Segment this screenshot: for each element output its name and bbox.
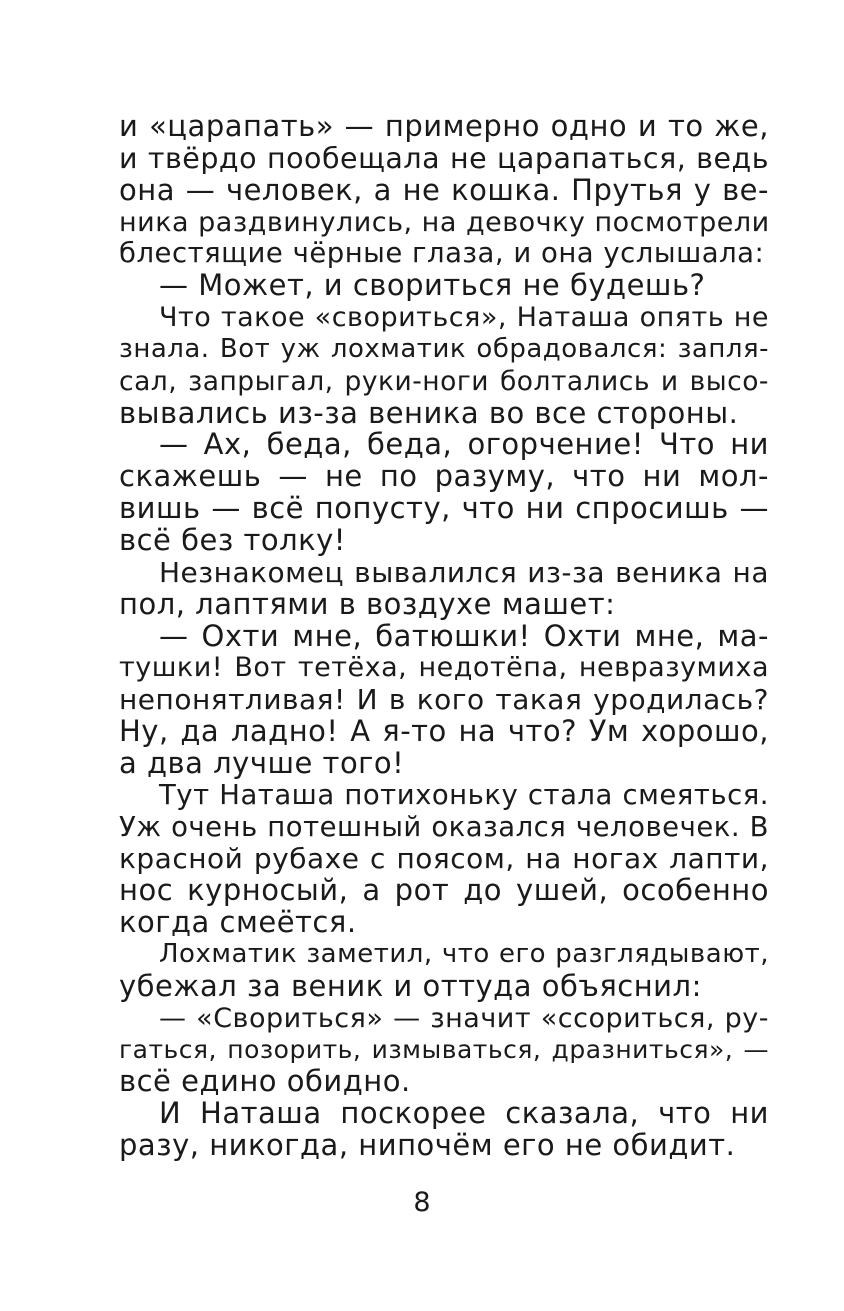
text-line: убежал за веник и оттуда объяснил: bbox=[119, 968, 702, 1003]
text-line: гаться, позорить, измываться, дразниться», — bbox=[119, 1035, 769, 1065]
body-text bbox=[119, 111, 769, 1162]
text-line: Что такое «свориться», Наташа опять не bbox=[159, 302, 769, 334]
text-line: ника раздвинулись, на девочку посмотрели bbox=[119, 206, 770, 238]
text-line: Незнакомец вывалился из-за веника на bbox=[159, 555, 769, 589]
text-line: непонятливая! И в кого такая уродилась? bbox=[119, 683, 769, 717]
text-line: Лохматик заметил, что его разглядывают, bbox=[159, 938, 769, 969]
text-line: скажешь — не по разуму, что ни мол- bbox=[119, 459, 769, 494]
text-line: когда смеётся. bbox=[119, 905, 357, 940]
text-line: Уж очень потешный оказался человечек. В bbox=[119, 810, 769, 843]
text-line: тушки! Вот тетёха, недотёпа, невразумиха bbox=[119, 652, 769, 684]
text-line: сал, запрыгал, руки-ноги болтались и высо- bbox=[119, 365, 769, 397]
text-line: а два лучше того! bbox=[119, 745, 405, 780]
text-line: Тут Наташа потихоньку стала смеяться. bbox=[159, 778, 769, 811]
page-number: 8 bbox=[413, 1187, 431, 1218]
text-line: разу, никогда, нипочём его не обидит. bbox=[119, 1128, 736, 1162]
text-line: блестящие чёрные глаза, и она услышала: bbox=[119, 237, 765, 270]
text-line: всё без толку! bbox=[119, 522, 346, 557]
text-line: И Наташа поскорее сказала, что ни bbox=[159, 1096, 769, 1131]
text-line: она — человек, а не кошка. Прутья у ве- bbox=[119, 172, 769, 207]
text-line: — Охти мне, батюшки! Охти мне, ма- bbox=[159, 618, 769, 653]
text-line: и «царапать» — примерно одно и то же, bbox=[119, 109, 769, 143]
text-line: всё едино обидно. bbox=[119, 1064, 411, 1099]
text-line: — «Свориться» — значит «ссориться, ру- bbox=[159, 1002, 769, 1034]
text-line: красной рубахе с поясом, на ногах лапти, bbox=[119, 842, 769, 876]
text-line: и твёрдо пообещала не царапаться, ведь bbox=[119, 141, 769, 175]
text-line: Ну, да ладно! А я-то на что? Ум хорошо, bbox=[119, 714, 769, 749]
text-line: — Может, и свориться не будешь? bbox=[159, 268, 706, 303]
text-line: — Ах, беда, беда, огорчение! Что ни bbox=[159, 427, 769, 462]
text-line: пол, лаптями в воздухе машет: bbox=[119, 586, 616, 621]
text-line: знала. Вот уж лохматик обрадовался: запля- bbox=[119, 333, 769, 364]
text-line: вишь — всё попусту, что ни спросишь — bbox=[119, 491, 769, 526]
text-line: вывались из-за веника во все стороны. bbox=[119, 395, 739, 430]
text-line: нос курносый, а рот до ушей, особенно bbox=[119, 873, 769, 908]
